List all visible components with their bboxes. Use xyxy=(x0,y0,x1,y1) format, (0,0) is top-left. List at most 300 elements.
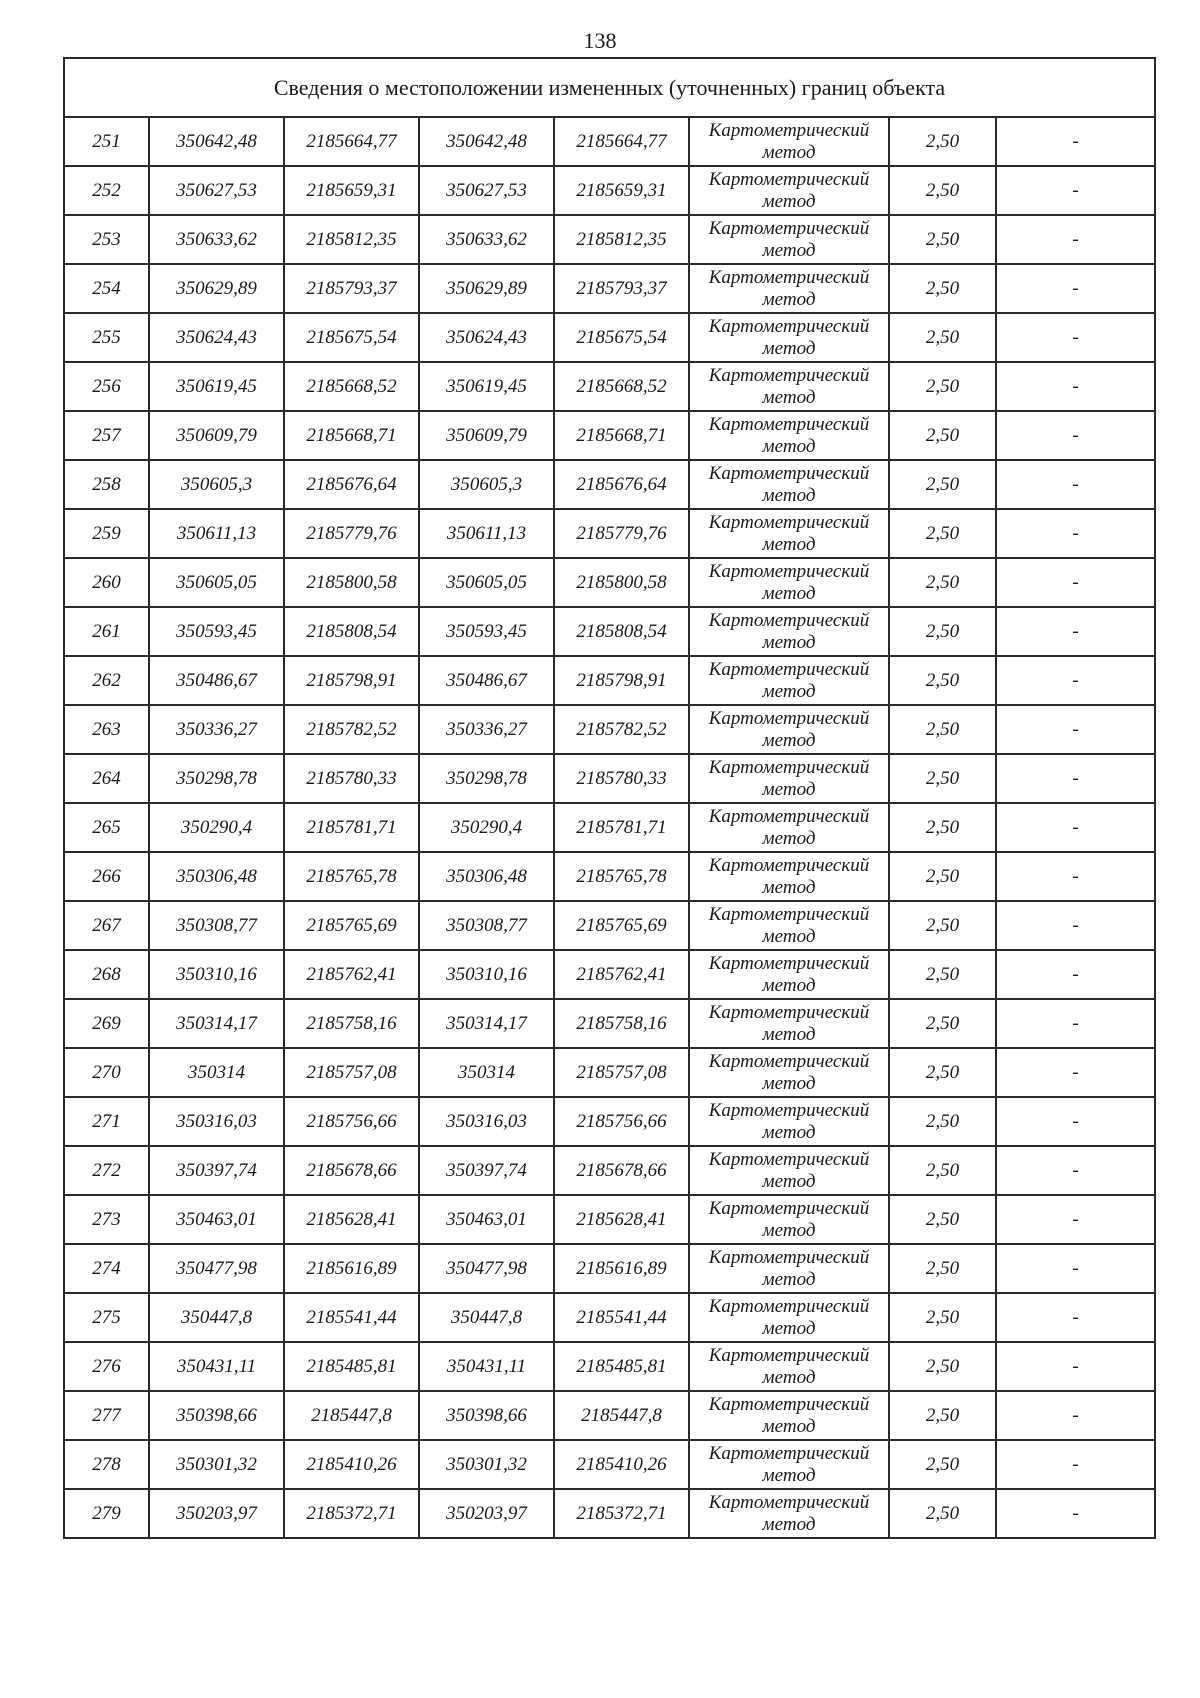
description-cell: - xyxy=(996,1489,1155,1538)
refined-y-cell: 2185780,33 xyxy=(554,754,689,803)
accuracy-cell: 2,50 xyxy=(889,754,996,803)
method-cell xyxy=(689,901,889,950)
method-line-2: метод xyxy=(762,386,816,408)
description-cell: - xyxy=(996,117,1155,166)
existing-y-cell: 2185664,77 xyxy=(284,117,419,166)
point-number-cell: 263 xyxy=(64,705,149,754)
accuracy-cell: 2,50 xyxy=(889,1048,996,1097)
point-number-cell: 277 xyxy=(64,1391,149,1440)
existing-x-cell: 350605,05 xyxy=(149,558,284,607)
method-line-1: Картометрический xyxy=(708,560,870,582)
existing-x-cell: 350624,43 xyxy=(149,313,284,362)
refined-x-cell: 350398,66 xyxy=(419,1391,554,1440)
existing-y-cell: 2185541,44 xyxy=(284,1293,419,1342)
existing-y-cell: 2185780,33 xyxy=(284,754,419,803)
accuracy-cell: 2,50 xyxy=(889,264,996,313)
method-cell xyxy=(689,1146,889,1195)
refined-y-cell: 2185798,91 xyxy=(554,656,689,705)
method-line-2: метод xyxy=(762,582,816,604)
existing-y-cell: 2185485,81 xyxy=(284,1342,419,1391)
method-cell xyxy=(689,607,889,656)
point-number-cell: 251 xyxy=(64,117,149,166)
point-number-cell: 278 xyxy=(64,1440,149,1489)
method-line-1: Картометрический xyxy=(708,315,870,337)
accuracy-cell: 2,50 xyxy=(889,1097,996,1146)
existing-x-cell: 350336,27 xyxy=(149,705,284,754)
existing-y-cell: 2185668,71 xyxy=(284,411,419,460)
description-cell: - xyxy=(996,362,1155,411)
method-cell xyxy=(689,1391,889,1440)
method-cell xyxy=(689,558,889,607)
table-row xyxy=(64,313,1155,362)
point-number-cell: 273 xyxy=(64,1195,149,1244)
method-line-2: метод xyxy=(762,680,816,702)
method-line-1: Картометрический xyxy=(708,1491,870,1513)
accuracy-cell: 2,50 xyxy=(889,215,996,264)
existing-x-cell: 350301,32 xyxy=(149,1440,284,1489)
accuracy-cell: 2,50 xyxy=(889,607,996,656)
existing-y-cell: 2185757,08 xyxy=(284,1048,419,1097)
point-number-cell: 274 xyxy=(64,1244,149,1293)
refined-y-cell: 2185781,71 xyxy=(554,803,689,852)
refined-y-cell: 2185676,64 xyxy=(554,460,689,509)
description-cell: - xyxy=(996,1440,1155,1489)
existing-x-cell: 350642,48 xyxy=(149,117,284,166)
existing-y-cell: 2185812,35 xyxy=(284,215,419,264)
existing-y-cell: 2185782,52 xyxy=(284,705,419,754)
point-number-cell: 271 xyxy=(64,1097,149,1146)
existing-x-cell: 350314 xyxy=(149,1048,284,1097)
table-row xyxy=(64,1195,1155,1244)
refined-x-cell: 350611,13 xyxy=(419,509,554,558)
description-cell: - xyxy=(996,607,1155,656)
point-number-cell: 253 xyxy=(64,215,149,264)
method-line-1: Картометрический xyxy=(708,1099,870,1121)
method-cell xyxy=(689,1097,889,1146)
description-cell: - xyxy=(996,1195,1155,1244)
accuracy-cell: 2,50 xyxy=(889,313,996,362)
method-line-1: Картометрический xyxy=(708,1246,870,1268)
refined-x-cell: 350316,03 xyxy=(419,1097,554,1146)
refined-x-cell: 350477,98 xyxy=(419,1244,554,1293)
existing-x-cell: 350398,66 xyxy=(149,1391,284,1440)
existing-x-cell: 350203,97 xyxy=(149,1489,284,1538)
table-row xyxy=(64,852,1155,901)
method-line-2: метод xyxy=(762,337,816,359)
boundary-coordinates-table xyxy=(63,57,1156,1539)
existing-x-cell: 350605,3 xyxy=(149,460,284,509)
existing-x-cell: 350431,11 xyxy=(149,1342,284,1391)
existing-x-cell: 350611,13 xyxy=(149,509,284,558)
refined-x-cell: 350619,45 xyxy=(419,362,554,411)
refined-x-cell: 350431,11 xyxy=(419,1342,554,1391)
page-number: 138 xyxy=(583,28,617,53)
table-body xyxy=(64,58,1155,1538)
method-cell xyxy=(689,1195,889,1244)
point-number-cell: 267 xyxy=(64,901,149,950)
method-cell xyxy=(689,1244,889,1293)
refined-y-cell: 2185812,35 xyxy=(554,215,689,264)
method-line-2: метод xyxy=(762,288,816,310)
method-cell xyxy=(689,460,889,509)
existing-x-cell: 350593,45 xyxy=(149,607,284,656)
table-row xyxy=(64,117,1155,166)
point-number-cell: 257 xyxy=(64,411,149,460)
method-line-1: Картометрический xyxy=(708,119,870,141)
existing-y-cell: 2185765,69 xyxy=(284,901,419,950)
method-line-1: Картометрический xyxy=(708,903,870,925)
existing-y-cell: 2185765,78 xyxy=(284,852,419,901)
refined-y-cell: 2185541,44 xyxy=(554,1293,689,1342)
method-line-1: Картометрический xyxy=(708,462,870,484)
table-row xyxy=(64,215,1155,264)
method-cell xyxy=(689,264,889,313)
method-cell xyxy=(689,166,889,215)
point-number-cell: 276 xyxy=(64,1342,149,1391)
accuracy-cell: 2,50 xyxy=(889,950,996,999)
method-cell xyxy=(689,803,889,852)
existing-y-cell: 2185372,71 xyxy=(284,1489,419,1538)
refined-y-cell: 2185410,26 xyxy=(554,1440,689,1489)
method-line-1: Картометрический xyxy=(708,707,870,729)
table-row xyxy=(64,166,1155,215)
table-row xyxy=(64,1489,1155,1538)
accuracy-cell: 2,50 xyxy=(889,901,996,950)
refined-y-cell: 2185756,66 xyxy=(554,1097,689,1146)
refined-y-cell: 2185765,69 xyxy=(554,901,689,950)
existing-x-cell: 350486,67 xyxy=(149,656,284,705)
method-cell xyxy=(689,313,889,362)
point-number-cell: 272 xyxy=(64,1146,149,1195)
description-cell: - xyxy=(996,558,1155,607)
refined-y-cell: 2185485,81 xyxy=(554,1342,689,1391)
method-line-2: метод xyxy=(762,1072,816,1094)
description-cell: - xyxy=(996,215,1155,264)
accuracy-cell: 2,50 xyxy=(889,558,996,607)
point-number-cell: 262 xyxy=(64,656,149,705)
method-line-2: метод xyxy=(762,631,816,653)
refined-y-cell: 2185793,37 xyxy=(554,264,689,313)
existing-y-cell: 2185808,54 xyxy=(284,607,419,656)
existing-x-cell: 350314,17 xyxy=(149,999,284,1048)
point-number-cell: 261 xyxy=(64,607,149,656)
method-line-2: метод xyxy=(762,974,816,996)
description-cell: - xyxy=(996,1048,1155,1097)
refined-x-cell: 350605,05 xyxy=(419,558,554,607)
existing-y-cell: 2185628,41 xyxy=(284,1195,419,1244)
method-cell xyxy=(689,509,889,558)
table-row xyxy=(64,656,1155,705)
point-number-cell: 270 xyxy=(64,1048,149,1097)
point-number-cell: 258 xyxy=(64,460,149,509)
table-row xyxy=(64,509,1155,558)
method-line-1: Картометрический xyxy=(708,1442,870,1464)
refined-y-cell: 2185372,71 xyxy=(554,1489,689,1538)
accuracy-cell: 2,50 xyxy=(889,1440,996,1489)
table-row xyxy=(64,705,1155,754)
method-cell xyxy=(689,1293,889,1342)
refined-x-cell: 350593,45 xyxy=(419,607,554,656)
refined-y-cell: 2185664,77 xyxy=(554,117,689,166)
method-line-1: Картометрический xyxy=(708,1344,870,1366)
method-cell xyxy=(689,1440,889,1489)
point-number-cell: 266 xyxy=(64,852,149,901)
method-line-2: метод xyxy=(762,1317,816,1339)
description-cell: - xyxy=(996,264,1155,313)
accuracy-cell: 2,50 xyxy=(889,852,996,901)
refined-x-cell: 350447,8 xyxy=(419,1293,554,1342)
method-cell xyxy=(689,999,889,1048)
existing-x-cell: 350609,79 xyxy=(149,411,284,460)
refined-x-cell: 350605,3 xyxy=(419,460,554,509)
description-cell: - xyxy=(996,509,1155,558)
existing-x-cell: 350447,8 xyxy=(149,1293,284,1342)
point-number-cell: 269 xyxy=(64,999,149,1048)
description-cell: - xyxy=(996,852,1155,901)
accuracy-cell: 2,50 xyxy=(889,803,996,852)
existing-x-cell: 350298,78 xyxy=(149,754,284,803)
method-line-2: метод xyxy=(762,1121,816,1143)
accuracy-cell: 2,50 xyxy=(889,509,996,558)
description-cell: - xyxy=(996,950,1155,999)
method-line-1: Картометрический xyxy=(708,952,870,974)
refined-y-cell: 2185678,66 xyxy=(554,1146,689,1195)
table-row xyxy=(64,803,1155,852)
table-row xyxy=(64,999,1155,1048)
existing-y-cell: 2185678,66 xyxy=(284,1146,419,1195)
refined-y-cell: 2185628,41 xyxy=(554,1195,689,1244)
method-line-2: метод xyxy=(762,729,816,751)
table-row xyxy=(64,558,1155,607)
point-number-cell: 255 xyxy=(64,313,149,362)
table-row xyxy=(64,754,1155,803)
refined-x-cell: 350624,43 xyxy=(419,313,554,362)
table-row xyxy=(64,901,1155,950)
description-cell: - xyxy=(996,803,1155,852)
refined-x-cell: 350301,32 xyxy=(419,1440,554,1489)
method-line-1: Картометрический xyxy=(708,168,870,190)
table-row xyxy=(64,1048,1155,1097)
method-cell xyxy=(689,411,889,460)
table-row xyxy=(64,1440,1155,1489)
refined-x-cell: 350629,89 xyxy=(419,264,554,313)
method-line-2: метод xyxy=(762,1464,816,1486)
refined-x-cell: 350310,16 xyxy=(419,950,554,999)
description-cell: - xyxy=(996,1244,1155,1293)
refined-y-cell: 2185757,08 xyxy=(554,1048,689,1097)
existing-y-cell: 2185800,58 xyxy=(284,558,419,607)
table-row xyxy=(64,460,1155,509)
description-cell: - xyxy=(996,705,1155,754)
existing-y-cell: 2185762,41 xyxy=(284,950,419,999)
description-cell: - xyxy=(996,1342,1155,1391)
refined-x-cell: 350308,77 xyxy=(419,901,554,950)
method-line-2: метод xyxy=(762,435,816,457)
method-line-2: метод xyxy=(762,1023,816,1045)
method-cell xyxy=(689,1048,889,1097)
accuracy-cell: 2,50 xyxy=(889,117,996,166)
method-line-1: Картометрический xyxy=(708,609,870,631)
method-line-1: Картометрический xyxy=(708,1295,870,1317)
existing-x-cell: 350619,45 xyxy=(149,362,284,411)
existing-y-cell: 2185675,54 xyxy=(284,313,419,362)
method-line-1: Картометрический xyxy=(708,266,870,288)
table-row xyxy=(64,264,1155,313)
existing-x-cell: 350629,89 xyxy=(149,264,284,313)
method-line-1: Картометрический xyxy=(708,658,870,680)
method-line-1: Картометрический xyxy=(708,854,870,876)
method-line-2: метод xyxy=(762,1513,816,1535)
point-number-cell: 260 xyxy=(64,558,149,607)
refined-y-cell: 2185616,89 xyxy=(554,1244,689,1293)
description-cell: - xyxy=(996,1146,1155,1195)
refined-x-cell: 350203,97 xyxy=(419,1489,554,1538)
table-row xyxy=(64,1146,1155,1195)
method-line-1: Картометрический xyxy=(708,1148,870,1170)
point-number-cell: 268 xyxy=(64,950,149,999)
method-line-1: Картометрический xyxy=(708,1001,870,1023)
method-cell xyxy=(689,950,889,999)
method-line-2: метод xyxy=(762,876,816,898)
description-cell: - xyxy=(996,901,1155,950)
method-line-1: Картометрический xyxy=(708,1393,870,1415)
method-line-2: метод xyxy=(762,827,816,849)
existing-x-cell: 350290,4 xyxy=(149,803,284,852)
description-cell: - xyxy=(996,411,1155,460)
description-cell: - xyxy=(996,166,1155,215)
accuracy-cell: 2,50 xyxy=(889,705,996,754)
description-cell: - xyxy=(996,313,1155,362)
refined-x-cell: 350609,79 xyxy=(419,411,554,460)
refined-y-cell: 2185779,76 xyxy=(554,509,689,558)
existing-x-cell: 350627,53 xyxy=(149,166,284,215)
method-line-1: Картометрический xyxy=(708,756,870,778)
accuracy-cell: 2,50 xyxy=(889,1244,996,1293)
point-number-cell: 256 xyxy=(64,362,149,411)
accuracy-cell: 2,50 xyxy=(889,656,996,705)
refined-x-cell: 350314 xyxy=(419,1048,554,1097)
method-line-2: метод xyxy=(762,778,816,800)
refined-x-cell: 350306,48 xyxy=(419,852,554,901)
existing-y-cell: 2185781,71 xyxy=(284,803,419,852)
method-line-1: Картометрический xyxy=(708,217,870,239)
method-line-2: метод xyxy=(762,1366,816,1388)
existing-x-cell: 350316,03 xyxy=(149,1097,284,1146)
refined-y-cell: 2185800,58 xyxy=(554,558,689,607)
existing-y-cell: 2185793,37 xyxy=(284,264,419,313)
existing-y-cell: 2185798,91 xyxy=(284,656,419,705)
description-cell: - xyxy=(996,999,1155,1048)
table-title-row xyxy=(64,58,1155,117)
method-cell xyxy=(689,1489,889,1538)
accuracy-cell: 2,50 xyxy=(889,1146,996,1195)
existing-y-cell: 2185659,31 xyxy=(284,166,419,215)
refined-y-cell: 2185675,54 xyxy=(554,313,689,362)
table-row xyxy=(64,411,1155,460)
accuracy-cell: 2,50 xyxy=(889,362,996,411)
existing-y-cell: 2185447,8 xyxy=(284,1391,419,1440)
accuracy-cell: 2,50 xyxy=(889,1195,996,1244)
accuracy-cell: 2,50 xyxy=(889,411,996,460)
existing-x-cell: 350477,98 xyxy=(149,1244,284,1293)
existing-x-cell: 350397,74 xyxy=(149,1146,284,1195)
table-row xyxy=(64,1342,1155,1391)
accuracy-cell: 2,50 xyxy=(889,1391,996,1440)
existing-x-cell: 350463,01 xyxy=(149,1195,284,1244)
description-cell: - xyxy=(996,460,1155,509)
method-cell xyxy=(689,754,889,803)
point-number-cell: 252 xyxy=(64,166,149,215)
refined-x-cell: 350627,53 xyxy=(419,166,554,215)
refined-x-cell: 350298,78 xyxy=(419,754,554,803)
method-cell xyxy=(689,656,889,705)
existing-y-cell: 2185676,64 xyxy=(284,460,419,509)
method-line-1: Картометрический xyxy=(708,1050,870,1072)
accuracy-cell: 2,50 xyxy=(889,166,996,215)
refined-y-cell: 2185668,71 xyxy=(554,411,689,460)
existing-x-cell: 350633,62 xyxy=(149,215,284,264)
table-row xyxy=(64,950,1155,999)
existing-y-cell: 2185758,16 xyxy=(284,999,419,1048)
refined-x-cell: 350642,48 xyxy=(419,117,554,166)
refined-y-cell: 2185758,16 xyxy=(554,999,689,1048)
method-line-1: Картометрический xyxy=(708,364,870,386)
existing-y-cell: 2185668,52 xyxy=(284,362,419,411)
existing-x-cell: 350306,48 xyxy=(149,852,284,901)
accuracy-cell: 2,50 xyxy=(889,460,996,509)
method-cell xyxy=(689,705,889,754)
method-line-2: метод xyxy=(762,1268,816,1290)
method-line-1: Картометрический xyxy=(708,805,870,827)
method-line-2: метод xyxy=(762,239,816,261)
point-number-cell: 254 xyxy=(64,264,149,313)
point-number-cell: 265 xyxy=(64,803,149,852)
method-line-2: метод xyxy=(762,141,816,163)
method-cell xyxy=(689,117,889,166)
table-row xyxy=(64,362,1155,411)
refined-x-cell: 350314,17 xyxy=(419,999,554,1048)
refined-y-cell: 2185668,52 xyxy=(554,362,689,411)
table-row xyxy=(64,607,1155,656)
method-line-2: метод xyxy=(762,925,816,947)
existing-x-cell: 350310,16 xyxy=(149,950,284,999)
method-line-2: метод xyxy=(762,1219,816,1241)
refined-y-cell: 2185447,8 xyxy=(554,1391,689,1440)
existing-y-cell: 2185756,66 xyxy=(284,1097,419,1146)
existing-y-cell: 2185616,89 xyxy=(284,1244,419,1293)
table-row xyxy=(64,1293,1155,1342)
accuracy-cell: 2,50 xyxy=(889,1342,996,1391)
refined-y-cell: 2185808,54 xyxy=(554,607,689,656)
description-cell: - xyxy=(996,1391,1155,1440)
refined-x-cell: 350290,4 xyxy=(419,803,554,852)
refined-y-cell: 2185782,52 xyxy=(554,705,689,754)
table-row xyxy=(64,1244,1155,1293)
refined-x-cell: 350486,67 xyxy=(419,656,554,705)
point-number-cell: 264 xyxy=(64,754,149,803)
method-cell xyxy=(689,852,889,901)
description-cell: - xyxy=(996,656,1155,705)
method-line-2: метод xyxy=(762,484,816,506)
refined-x-cell: 350336,27 xyxy=(419,705,554,754)
accuracy-cell: 2,50 xyxy=(889,1489,996,1538)
existing-y-cell: 2185410,26 xyxy=(284,1440,419,1489)
method-line-2: метод xyxy=(762,1415,816,1437)
table-row xyxy=(64,1097,1155,1146)
accuracy-cell: 2,50 xyxy=(889,999,996,1048)
method-cell xyxy=(689,362,889,411)
method-line-2: метод xyxy=(762,533,816,555)
